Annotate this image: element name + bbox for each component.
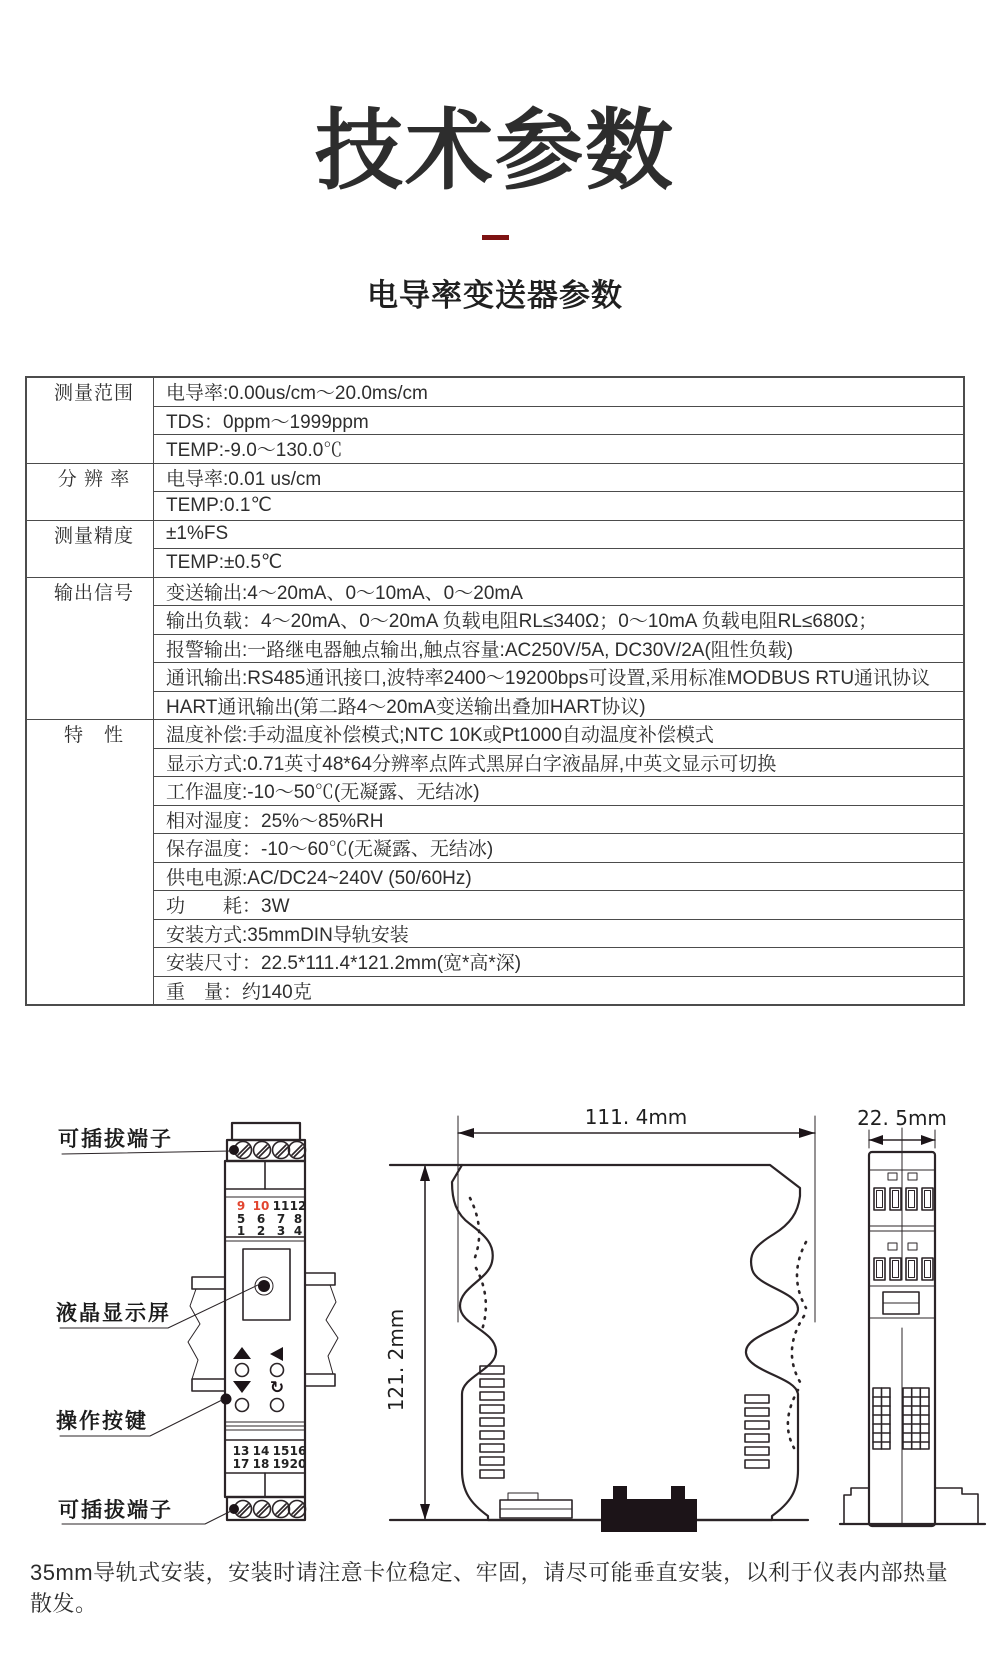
terminal-pin-marker <box>229 1145 239 1155</box>
dim-arrow-icon <box>420 1165 430 1181</box>
spec-value: 通讯输出:RS485通讯接口,波特率2400～19200bps可设置,采用标准MODBUS RTU通讯协议 <box>154 663 965 692</box>
vent-grid <box>873 1388 929 1449</box>
din-rail-right-break <box>326 1285 338 1374</box>
terminal-number: 3 <box>276 1224 286 1238</box>
din-rail-right-top <box>305 1273 335 1285</box>
dim-arrow-icon <box>420 1504 430 1520</box>
button-left <box>271 1364 284 1377</box>
page-title: 技术参数 <box>314 101 675 200</box>
terminal-slots-row2 <box>874 1258 933 1280</box>
terminal-number: 9 <box>236 1199 246 1213</box>
terminal-number: 18 <box>252 1457 270 1471</box>
rail-profile-left <box>844 1488 869 1524</box>
terminal-number: 4 <box>293 1224 303 1238</box>
screw-terminals-top <box>229 1142 306 1159</box>
spec-value: TEMP:±0.5℃ <box>154 549 965 578</box>
spec-value: 变送输出:4～20mA、0～10mA、0～20mA <box>154 577 965 606</box>
dim-arrow-icon <box>799 1128 815 1138</box>
terminal-number: 17 <box>232 1457 250 1471</box>
rotate-icon: ↻ <box>269 1378 285 1398</box>
spec-value: 电导率:0.00us/cm～20.0ms/cm <box>154 377 965 406</box>
vent-slots-left <box>480 1366 504 1478</box>
button-marker-dot <box>221 1394 232 1405</box>
spec-value: 保存温度：-10～60℃(无凝露、无结冰) <box>154 834 965 863</box>
button-up <box>236 1364 249 1377</box>
terminal-slots-row1 <box>874 1188 933 1210</box>
din-rail-right-bottom <box>305 1374 335 1386</box>
spec-value: 相对湿度：25%～85%RH <box>154 805 965 834</box>
spec-value: 安装方式:35mmDIN导轨安装 <box>154 919 965 948</box>
spec-value: TEMP:0.1℃ <box>154 492 965 521</box>
spec-value: 重 量：约140克 <box>154 976 965 1005</box>
dim-width-label: 22. 5mm <box>857 1106 947 1130</box>
left-arrow-icon <box>270 1347 283 1361</box>
title-accent-dash <box>482 235 509 240</box>
section-subtitle: 电导率变送器参数 <box>367 278 623 314</box>
spec-value: 输出负载：4～20mA、0～20mA 负载电阻RL≤340Ω；0～10mA 负载电阻RL≤680Ω； <box>154 606 965 635</box>
lcd-dot <box>258 1280 270 1292</box>
terminal-number: 6 <box>256 1212 266 1226</box>
terminal-number: 2 <box>256 1224 266 1238</box>
vent-slots-right <box>745 1395 769 1468</box>
spec-group-label-range: 测量范围 <box>26 377 154 463</box>
page-header <box>0 0 990 315</box>
label-pluggable-terminal-bottom: 可插拔端子 <box>58 1499 173 1522</box>
terminal-number: 16 <box>289 1444 307 1458</box>
dimension-diagram <box>0 1030 990 1550</box>
clip-latch-step <box>508 1493 538 1500</box>
spec-value: TDS：0ppm～1999ppm <box>154 406 965 435</box>
up-arrow-icon <box>233 1347 251 1359</box>
terminal-number: 11 <box>272 1199 290 1213</box>
spec-value: 供电电源:AC/DC24~240V (50/60Hz) <box>154 862 965 891</box>
side-view-drawing <box>384 1105 815 1532</box>
terminal-number: 12 <box>289 1199 307 1213</box>
dotted-detail <box>788 1390 798 1448</box>
spec-table <box>25 376 965 1006</box>
leader-line <box>62 1151 231 1154</box>
dim-horizontal-label: 111. 4mm <box>584 1105 688 1129</box>
mounting-note: 35mm导轨式安装，安装时请注意卡位稳定、牢固，请尽可能垂直安装，以利于仪表内部热量散发。 <box>30 1560 949 1616</box>
down-arrow-icon <box>233 1381 251 1393</box>
terminal-numbers-bottom <box>233 1444 307 1471</box>
terminal-numbers-top <box>237 1199 307 1238</box>
terminal-number: 10 <box>252 1199 270 1213</box>
module-side-outline <box>452 1165 800 1520</box>
din-rail-left-top <box>192 1277 225 1289</box>
spec-group-label-resolution: 分 辨 率 <box>26 463 154 520</box>
spec-value: 显示方式:0.71英寸48*64分辨率点阵式黑屏白字液晶屏,中英文显示可切换 <box>154 748 965 777</box>
top-view-drawing <box>840 1106 985 1526</box>
spec-value: 温度补偿:手动温度补偿模式;NTC 10K或Pt1000自动温度补偿模式 <box>154 720 965 749</box>
terminal-number: 15 <box>272 1444 290 1458</box>
terminal-number: 13 <box>232 1444 250 1458</box>
button-enter <box>271 1399 284 1412</box>
din-clip <box>601 1486 697 1532</box>
din-rail-left-bottom <box>192 1379 225 1391</box>
dim-arrow-icon <box>921 1135 935 1145</box>
spec-group-label-features: 特 性 <box>26 720 154 1006</box>
terminal-number: 5 <box>236 1212 246 1226</box>
terminal-number: 7 <box>276 1212 286 1226</box>
label-lcd-screen: 液晶显示屏 <box>56 1302 171 1325</box>
dim-vertical-label: 121. 2mm <box>384 1308 408 1412</box>
dim-arrow-icon <box>458 1128 474 1138</box>
terminal-number: 14 <box>252 1444 270 1458</box>
terminal-number: 8 <box>293 1212 303 1226</box>
spec-value: ±1%FS <box>154 520 965 549</box>
spec-value: 功 耗：3W <box>154 891 965 920</box>
spec-value: TEMP:-9.0～130.0℃ <box>154 435 965 464</box>
terminal-number: 1 <box>236 1224 246 1238</box>
dotted-detail <box>792 1316 804 1382</box>
din-rail-left-break <box>188 1289 200 1379</box>
dotted-detail <box>797 1242 806 1308</box>
label-pluggable-terminal-top: 可插拔端子 <box>58 1128 173 1151</box>
front-view-drawing <box>56 1123 338 1524</box>
spec-value: 电导率:0.01 us/cm <box>154 463 965 492</box>
spec-group-label-accuracy: 测量精度 <box>26 520 154 577</box>
terminal-pin-marker <box>229 1504 239 1514</box>
rail-profile-right <box>935 1488 978 1524</box>
spec-value: 安装尺寸：22.5*111.4*121.2mm(宽*高*深) <box>154 948 965 977</box>
dotted-detail <box>476 1268 486 1330</box>
spec-group-label-output: 输出信号 <box>26 577 154 720</box>
terminal-cap-top <box>232 1123 300 1140</box>
terminal-number: 20 <box>289 1457 307 1471</box>
dim-arrow-icon <box>869 1135 883 1145</box>
button-down <box>236 1399 249 1412</box>
spec-value: 工作温度:-10～50℃(无凝露、无结冰) <box>154 777 965 806</box>
operation-buttons <box>221 1347 285 1412</box>
screw-terminals-bottom <box>229 1501 306 1518</box>
terminal-number: 19 <box>272 1457 290 1471</box>
label-operation-buttons: 操作按键 <box>56 1410 148 1433</box>
spec-value: HART通讯输出(第二路4～20mA变送输出叠加HART协议) <box>154 691 965 720</box>
spec-value: 报警输出:一路继电器触点输出,触点容量:AC250V/5A, DC30V/2A(阻性负载) <box>154 634 965 663</box>
